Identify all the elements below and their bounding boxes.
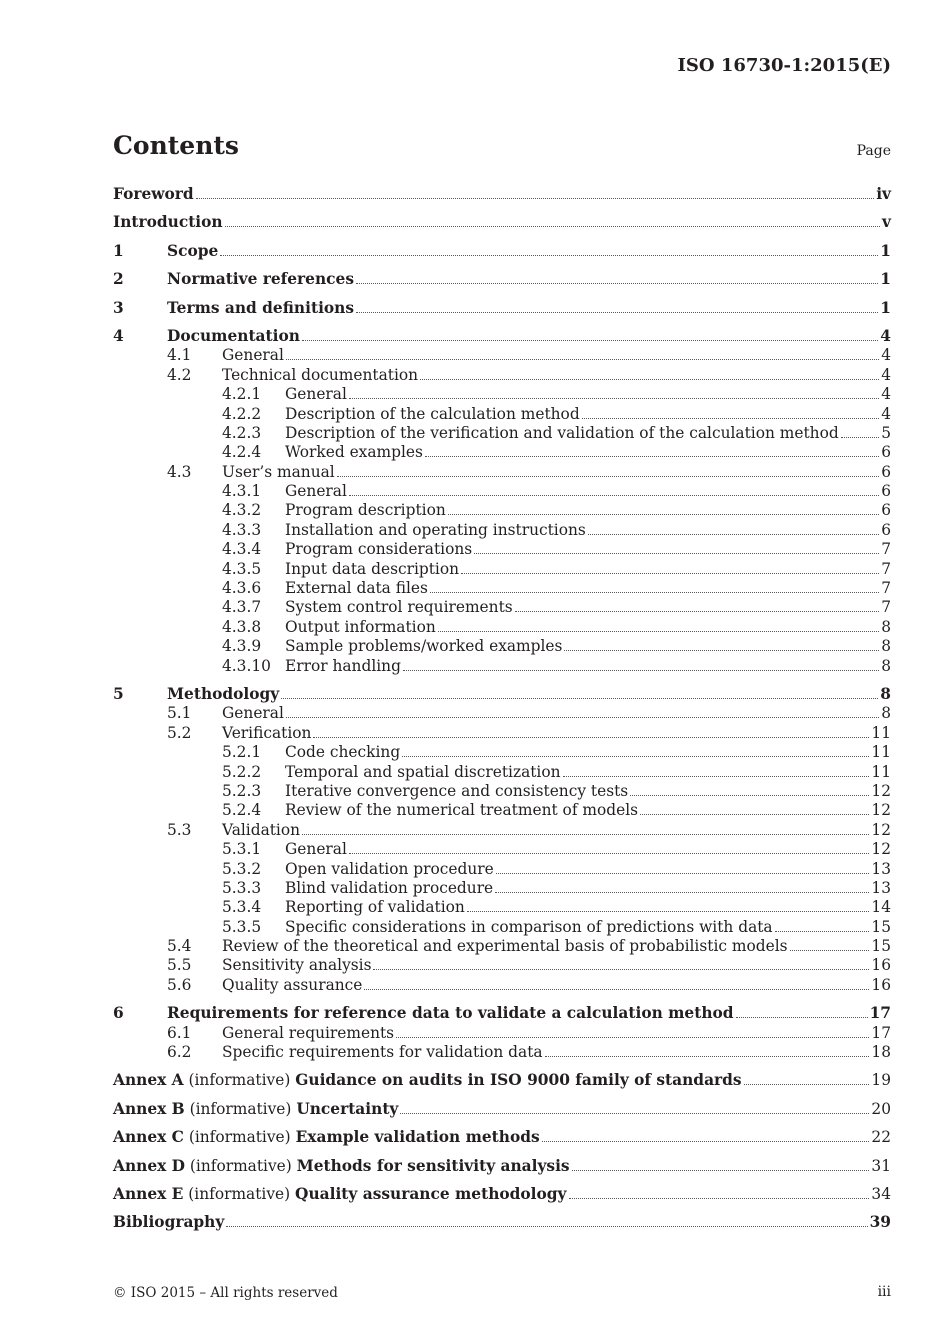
copyright-notice: © ISO 2015 – All rights reserved (113, 1285, 338, 1301)
toc-entry-page: 6 (881, 443, 891, 462)
toc-entry-page: 17 (869, 1004, 891, 1023)
toc-entry-page: 39 (869, 1213, 891, 1232)
dot-leader (438, 631, 879, 632)
dot-leader (569, 1198, 870, 1199)
toc-entry[interactable] (113, 598, 891, 617)
toc-entry-body (285, 405, 891, 424)
dot-leader (281, 698, 878, 699)
toc-entry[interactable] (113, 724, 891, 743)
toc-entry[interactable] (113, 1024, 891, 1043)
toc-entry[interactable] (113, 270, 891, 289)
toc-entry-number: 5.3.4 (222, 898, 262, 917)
annex-type: (informative) (188, 1128, 291, 1147)
toc-entry-body (285, 560, 891, 579)
dot-leader (356, 283, 878, 284)
toc-entry-page: 8 (881, 617, 891, 636)
toc-entry-title: Output information (285, 617, 436, 636)
toc-entry-title: User’s manual (222, 462, 335, 481)
toc-entry-number: 5.1 (167, 704, 192, 723)
toc-entry-page: 1 (880, 270, 891, 289)
annex-label: Annex A (113, 1071, 184, 1090)
toc-entry-title: Quality assurance (222, 975, 363, 994)
toc-entry[interactable] (113, 898, 891, 917)
dot-leader (736, 1017, 868, 1018)
dot-leader (630, 795, 869, 796)
toc-entry-number: 4.3 (167, 462, 192, 481)
toc-entry-title: Iterative convergence and consistency tests (285, 781, 629, 800)
toc-entry-body (113, 1157, 891, 1176)
toc-entry-body (113, 1185, 891, 1204)
toc-entry-title: Program considerations (285, 540, 473, 559)
toc-entry-title: Scope (167, 241, 219, 260)
toc-entry[interactable] (113, 366, 891, 385)
toc-entry-number: 6.2 (167, 1043, 192, 1062)
dot-leader (563, 776, 870, 777)
toc-entry-title: Open validation procedure (285, 859, 494, 878)
dot-leader (744, 1084, 870, 1085)
dot-leader (572, 1170, 870, 1171)
toc-entry[interactable] (113, 743, 891, 762)
toc-entry[interactable] (113, 501, 891, 520)
page-column-label: Page (856, 143, 891, 159)
dot-leader (640, 814, 869, 815)
toc-entry-body (285, 482, 891, 501)
toc-entry-body (285, 898, 891, 917)
toc-entry-body (222, 821, 891, 840)
toc-entry-number: 5.2.2 (222, 762, 262, 781)
toc-entry-title: Terms and definitions (167, 298, 355, 317)
toc-entry[interactable] (113, 1128, 891, 1147)
toc-entry[interactable] (113, 918, 891, 937)
toc-entry-number: 4.3.9 (222, 637, 262, 656)
toc-entry-page: 4 (880, 326, 891, 345)
dot-leader (225, 226, 880, 227)
toc-entry-page: 6 (881, 501, 891, 520)
toc-entry-body (113, 185, 891, 204)
dot-leader (545, 1056, 870, 1057)
toc-entry[interactable] (113, 1213, 891, 1232)
toc-entry[interactable] (113, 424, 891, 443)
toc-entry-body (285, 540, 891, 559)
toc-entry-number: 4.3.5 (222, 559, 262, 578)
dot-leader (356, 312, 878, 313)
toc-entry-body (222, 937, 891, 956)
dot-leader (448, 514, 879, 515)
toc-entry-body (167, 327, 891, 346)
toc-entry-body (285, 637, 891, 656)
annex-label: Annex E (113, 1184, 184, 1203)
toc-entry-page: 7 (881, 540, 891, 559)
toc-entry-number: 3 (113, 298, 124, 317)
toc-entry-page: 1 (880, 298, 891, 317)
toc-entry-title: System control requirements (285, 598, 513, 617)
toc-entry-body (285, 743, 891, 762)
toc-entry-body (167, 1004, 891, 1023)
dot-leader (515, 611, 880, 612)
dot-leader (400, 1113, 869, 1114)
toc-entry-title: Temporal and spatial discretization (285, 762, 561, 781)
toc-entry-page: 5 (881, 423, 891, 442)
toc-entry-number: 6.1 (167, 1023, 192, 1042)
toc-entry-number: 4.1 (167, 346, 192, 365)
toc-entry-number: 4 (113, 326, 124, 345)
toc-entry-title: Review of the theoretical and experimental basis of probabilistic models (222, 937, 788, 956)
toc-entry-page: 34 (871, 1184, 891, 1203)
toc-entry-page: 1 (880, 241, 891, 260)
toc-entry-page: 14 (871, 898, 891, 917)
toc-entry-title: Blind validation procedure (285, 878, 494, 897)
toc-entry-page: 12 (871, 840, 891, 859)
toc-entry-number: 4.3.6 (222, 579, 262, 598)
toc-entry[interactable] (113, 560, 891, 579)
toc-entry[interactable] (113, 685, 891, 704)
toc-entry-body (285, 443, 891, 462)
toc-entry-page: 15 (871, 917, 891, 936)
toc-entry-title: General requirements (222, 1023, 395, 1042)
toc-entry-number: 4.2.1 (222, 385, 262, 404)
toc-entry-title: Foreword (113, 185, 194, 203)
toc-entry-page: 31 (871, 1156, 891, 1175)
toc-entry-body (113, 1213, 891, 1232)
annex-label: Annex B (113, 1099, 185, 1118)
toc-entry-page: 7 (881, 559, 891, 578)
toc-entry-page: 6 (881, 520, 891, 539)
toc-entry-page: 11 (871, 723, 891, 742)
toc-entry-number: 6 (113, 1004, 124, 1023)
toc-entry-number: 4.3.4 (222, 540, 262, 559)
toc-entry-title: Specific considerations in comparison of predictions with data (285, 917, 773, 936)
dot-leader (402, 756, 869, 757)
toc-entry-title: Installation and operating instructions (285, 520, 586, 539)
toc-entry-title: General (285, 385, 347, 404)
toc-entry-title: Requirements for reference data to validate a calculation method (167, 1004, 734, 1023)
toc-entry-number: 4.2.2 (222, 404, 262, 423)
toc-entry[interactable] (113, 1071, 891, 1090)
toc-entry-body (285, 424, 891, 443)
toc-entry-body (222, 704, 891, 723)
dot-leader (582, 418, 880, 419)
toc-entry-body (285, 801, 891, 820)
toc-entry-page: 8 (880, 684, 891, 703)
toc-entry-number: 5.3.2 (222, 859, 262, 878)
toc-entry-page: 8 (881, 637, 891, 656)
toc-entry-title: General (222, 704, 284, 723)
toc-entry-title: Specific requirements for validation data (222, 1043, 543, 1062)
toc-entry-title: General (222, 346, 284, 365)
dot-leader (588, 534, 879, 535)
dot-leader (226, 1226, 867, 1227)
dot-leader (564, 650, 879, 651)
toc-entry-number: 4.3.8 (222, 617, 262, 636)
toc-entry-page: 12 (871, 781, 891, 800)
toc-entry[interactable] (113, 185, 891, 204)
toc-entry-page: 7 (881, 598, 891, 617)
toc-entry-body (285, 385, 891, 404)
toc-entry-body (222, 724, 891, 743)
dot-leader (496, 873, 870, 874)
toc-entry-body (285, 657, 891, 676)
toc-entry-number: 5.2.1 (222, 743, 262, 762)
toc-entry-number: 4.3.3 (222, 520, 262, 539)
toc-entry-page: 22 (871, 1128, 891, 1147)
toc-entry-body (285, 598, 891, 617)
toc-entry-body (222, 463, 891, 482)
dot-leader (420, 379, 879, 380)
toc-entry-page: 18 (871, 1043, 891, 1062)
toc-entry-page: 8 (881, 656, 891, 675)
toc-entry-title: Uncertainty (296, 1099, 399, 1118)
toc-entry-page: 12 (871, 801, 891, 820)
toc-entry[interactable] (113, 763, 891, 782)
toc-entry-body (167, 270, 891, 289)
toc-entry-number: 5.4 (167, 937, 192, 956)
toc-entry-body (167, 299, 891, 318)
toc-entry-title: General (285, 840, 347, 859)
toc-entry-page: 12 (871, 820, 891, 839)
toc-entry[interactable] (113, 1004, 891, 1023)
toc-entry[interactable] (113, 976, 891, 995)
dot-leader (313, 737, 869, 738)
toc-entry-number: 5.2.3 (222, 781, 262, 800)
toc-entry-body (285, 501, 891, 520)
toc-entry-body (113, 213, 891, 232)
toc-entry-title: Technical documentation (222, 365, 419, 384)
toc-entry-title: Input data description (285, 559, 460, 578)
toc-entry-page: 16 (871, 975, 891, 994)
toc-entry-page: 4 (881, 346, 891, 365)
toc-entry-page: 17 (871, 1023, 891, 1042)
dot-leader (474, 553, 879, 554)
toc-entry[interactable] (113, 327, 891, 346)
toc-entry-number: 4.2 (167, 365, 192, 384)
toc-entry-title: Bibliography (113, 1213, 225, 1232)
toc-entry-body (285, 521, 891, 540)
toc-entry-page: v (882, 213, 891, 232)
toc-entry[interactable] (113, 385, 891, 404)
toc-entry-page: 20 (871, 1099, 891, 1118)
document-id: ISO 16730-1:2015(E) (677, 55, 891, 76)
toc-entry-page: 4 (881, 385, 891, 404)
dot-leader (403, 670, 879, 671)
toc-entry-body (285, 879, 891, 898)
toc-entry-number: 4.2.3 (222, 423, 262, 442)
toc-entry-title: Reporting of validation (285, 898, 465, 917)
toc-entry-page: 11 (871, 762, 891, 781)
page-title: Contents (113, 131, 240, 160)
dot-leader (495, 892, 869, 893)
toc-entry[interactable] (113, 1157, 891, 1176)
toc-entry-title: Description of the verification and validation of the calculation method (285, 423, 839, 442)
toc-entry-page: 6 (881, 462, 891, 481)
toc-entry[interactable] (113, 213, 891, 232)
dot-leader (364, 989, 869, 990)
toc-entry-number: 5.3.3 (222, 878, 262, 897)
dot-leader (542, 1141, 870, 1142)
toc-entry-body (285, 763, 891, 782)
toc-entry-title: Methodology (167, 684, 280, 703)
toc-entry-page: 6 (881, 482, 891, 501)
toc-entry-page: 16 (871, 956, 891, 975)
toc-entry[interactable] (113, 860, 891, 879)
toc-entry-body (222, 976, 891, 995)
toc-entry[interactable] (113, 782, 891, 801)
toc-entry-page: 13 (871, 859, 891, 878)
toc-entry-body (222, 956, 891, 975)
toc-entry[interactable] (113, 463, 891, 482)
toc-entry[interactable] (113, 704, 891, 723)
toc-entry[interactable] (113, 821, 891, 840)
dot-leader (373, 969, 869, 970)
toc-entry-body (285, 618, 891, 637)
dot-leader (841, 437, 880, 438)
toc-entry-body (222, 1024, 891, 1043)
toc-entry[interactable] (113, 299, 891, 318)
toc-entry-page: 4 (881, 365, 891, 384)
toc-entry[interactable] (113, 405, 891, 424)
toc-entry-body (222, 346, 891, 365)
toc-entry-number: 5.2 (167, 723, 192, 742)
toc-entry-title: Example validation methods (295, 1128, 540, 1147)
toc-entry-number: 4.3.1 (222, 482, 262, 501)
toc-entry-page: 11 (871, 743, 891, 762)
toc-entry[interactable] (113, 1185, 891, 1204)
toc-entry[interactable] (113, 540, 891, 559)
toc-entry-title: Introduction (113, 213, 223, 232)
toc-entry[interactable] (113, 242, 891, 261)
dot-leader (349, 853, 870, 854)
toc-entry-title: External data files (285, 579, 428, 598)
toc-entry-number: 2 (113, 270, 124, 289)
toc-entry-title: Sensitivity analysis (222, 956, 372, 975)
dot-leader (461, 573, 879, 574)
toc-entry-title: Documentation (167, 326, 300, 345)
toc-entry-number: 1 (113, 241, 124, 260)
toc-entry-title: Sample problems/worked examples (285, 637, 563, 656)
dot-leader (196, 198, 875, 199)
toc-entry-body (167, 242, 891, 261)
annex-type: (informative) (189, 1099, 292, 1118)
toc-entry-number: 4.3.2 (222, 501, 262, 520)
toc-entry-body (222, 366, 891, 385)
toc-entry-body (167, 685, 891, 704)
toc-entry-page: 13 (871, 878, 891, 897)
toc-entry[interactable] (113, 482, 891, 501)
toc-entry-number: 4.2.4 (222, 443, 262, 462)
annex-type: (informative) (189, 1156, 292, 1175)
toc-entry-page: 19 (871, 1071, 891, 1090)
dot-leader (349, 398, 879, 399)
toc-entry-page: 7 (881, 579, 891, 598)
toc-entry-body (285, 860, 891, 879)
toc-entry[interactable] (113, 657, 891, 676)
annex-type: (informative) (188, 1071, 291, 1090)
toc-entry[interactable] (113, 579, 891, 598)
toc-entry-body (285, 579, 891, 598)
annex-label: Annex C (113, 1128, 184, 1147)
toc-entry-number: 5.6 (167, 975, 192, 994)
dot-leader (790, 950, 870, 951)
toc-entry-title: Code checking (285, 743, 401, 762)
toc-entry-body (285, 782, 891, 801)
annex-type: (informative) (188, 1184, 291, 1203)
toc-entry-title: Methods for sensitivity analysis (296, 1156, 570, 1175)
dot-leader (302, 834, 869, 835)
toc-entry-title: Error handling (285, 656, 401, 675)
toc-entry[interactable] (113, 840, 891, 859)
toc-entry[interactable] (113, 937, 891, 956)
dot-leader (396, 1037, 869, 1038)
toc-entry-title: Normative references (167, 270, 354, 289)
dot-leader (430, 592, 879, 593)
dot-leader (349, 495, 879, 496)
toc-entry[interactable] (113, 801, 891, 820)
dot-leader (220, 255, 878, 256)
table-of-contents (113, 185, 891, 1233)
toc-entry-title: Verification (222, 723, 312, 742)
toc-entry-body (113, 1071, 891, 1090)
toc-entry-body (222, 1043, 891, 1062)
toc-entry-number: 5 (113, 684, 124, 703)
toc-entry[interactable] (113, 1043, 891, 1062)
dot-leader (286, 359, 879, 360)
toc-entry-body (113, 1128, 891, 1147)
toc-entry-number: 4.3.10 (222, 656, 271, 675)
dot-leader (467, 911, 870, 912)
toc-entry-title: Description of the calculation method (285, 404, 580, 423)
toc-entry-title: Validation (222, 820, 301, 839)
dot-leader (425, 456, 879, 457)
toc-entry[interactable] (113, 443, 891, 462)
toc-entry-title: General (285, 482, 347, 501)
toc-entry-number: 5.3.1 (222, 840, 262, 859)
toc-entry-title: Program description (285, 501, 446, 520)
toc-entry-number: 4.3.7 (222, 598, 262, 617)
toc-entry-number: 5.3.5 (222, 917, 262, 936)
toc-entry-title: Guidance on audits in ISO 9000 family of standards (295, 1071, 742, 1090)
toc-entry-body (285, 918, 891, 937)
toc-entry-body (285, 840, 891, 859)
toc-entry-page: 4 (881, 404, 891, 423)
dot-leader (286, 717, 879, 718)
toc-entry-number: 5.2.4 (222, 801, 262, 820)
toc-entry[interactable] (113, 346, 891, 365)
dot-leader (302, 340, 878, 341)
toc-entry[interactable] (113, 618, 891, 637)
dot-leader (775, 931, 870, 932)
toc-entry-title: Review of the numerical treatment of models (285, 801, 639, 820)
toc-entry-number: 5.3 (167, 820, 192, 839)
page-number: iii (877, 1284, 891, 1300)
toc-entry[interactable] (113, 521, 891, 540)
toc-entry-body (113, 1100, 891, 1119)
toc-entry-page: iv (876, 185, 891, 203)
toc-entry[interactable] (113, 1100, 891, 1119)
toc-entry-page: 8 (881, 704, 891, 723)
toc-entry[interactable] (113, 637, 891, 656)
dot-leader (337, 476, 879, 477)
toc-entry-title: Quality assurance methodology (295, 1184, 567, 1203)
toc-entry-title: Worked examples (285, 443, 423, 462)
toc-entry[interactable] (113, 956, 891, 975)
annex-label: Annex D (113, 1156, 185, 1175)
toc-entry-page: 15 (871, 937, 891, 956)
toc-entry[interactable] (113, 879, 891, 898)
toc-entry-number: 5.5 (167, 956, 192, 975)
